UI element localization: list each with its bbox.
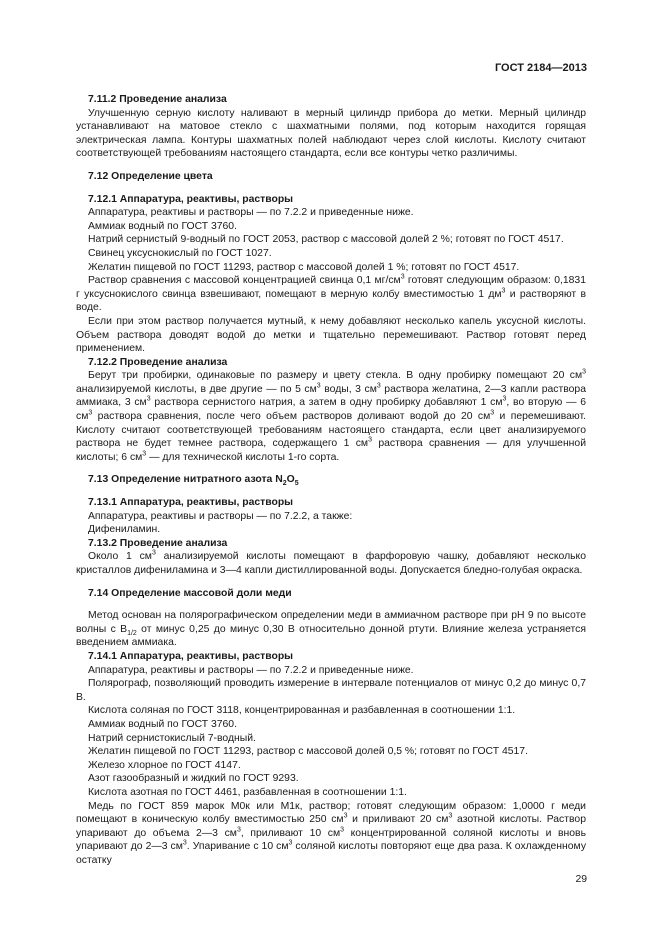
paragraph: Если при этом раствор получается мутный, к нему добавляют несколько капель уксусной кислоты. Объем раствора доводят водой до метки и тщательно перемешивают. Раствор готовят перед применением.	[76, 315, 586, 355]
list-item: Железо хлорное по ГОСТ 4147.	[88, 759, 241, 771]
text: раствора желатина, 2—3 капли раствора аммиака, 3 см	[76, 383, 586, 409]
superscript: 3	[182, 839, 187, 847]
section-heading-7-14: 7.14 Определение массовой доли меди	[88, 587, 292, 599]
section-heading-7-11-2: 7.11.2 Проведение анализа	[88, 94, 227, 105]
section-heading-7-13	[76, 473, 586, 487]
superscript: 3	[316, 382, 321, 390]
superscript: 3	[343, 812, 348, 820]
text: раствора сравнения, после чего объем растворов доливают водой до 20 см	[92, 411, 491, 423]
superscript: 3	[340, 826, 345, 834]
list-item: Желатин пищевой по ГОСТ 11293, раствор с массовой долей 1 %; готовят по ГОСТ 4517.	[88, 261, 520, 273]
superscript: 3	[146, 396, 151, 403]
text: и растворяют в воде.	[76, 288, 586, 314]
section-heading-7-13-1: 7.13.1 Аппаратура, реактивы, растворы	[88, 497, 294, 509]
paragraph: Улучшенную серную кислоту наливают в мерный цилиндр прибора до метки. Мерный цилиндр устанавливают на матовое стекло с шахматными полями, под которым находится горящая электрическая лампа. Контуры шахматных полей наблюдают через слой кислоты. Кислоту считают соответствующей требованиям настоящего стандарта, если все контуры четко различимы.	[76, 107, 586, 160]
paragraph	[76, 800, 586, 868]
text: анализируемой кислоты, в две другие — по 5 см	[76, 383, 317, 395]
paragraph	[76, 369, 586, 464]
list-item: Полярограф, позволяющий проводить измерение в интервале потенциалов от минус 0,2 до минус 0,7 В.	[76, 678, 586, 703]
text: воды, 3 см	[320, 383, 377, 395]
superscript: 3	[400, 273, 405, 281]
text: 7.13 Определение нитратного азота N	[88, 474, 283, 486]
section-heading-7-12-2: 7.12.2 Проведение анализа	[88, 356, 228, 368]
superscript: 3	[288, 839, 293, 847]
list-item: Желатин пищевой по ГОСТ 11293, раствор с массовой долей 0,5 %; готовят по ГОСТ 4517.	[88, 746, 528, 758]
text: готовят следующим образом: 0,1831 г уксуснокислого свинца взвешивают, помещают в мерную колбу вместимостью 1 дм	[76, 275, 586, 300]
list-item: Аппаратура, реактивы и растворы — по 7.2.2 и приведенные ниже.	[88, 207, 414, 219]
page-number: 29	[575, 874, 587, 885]
text: , приливают 10 см	[240, 827, 341, 839]
list-item: Натрий сернистокислый 7-водный.	[88, 732, 256, 744]
paragraph	[76, 550, 586, 577]
text: от минус 0,25 до минус 0,30 В относительно донной ртути. Влияние железа устраняется введением аммиака.	[76, 623, 586, 649]
text: и перемешивают. Кислоту считают соответствующей требованиям настоящего стандарта, если цвет анализируемого раствора не будет темнее раствора, содержащего 1 см	[76, 411, 586, 450]
superscript: 3	[142, 450, 147, 458]
superscript: 3	[490, 409, 495, 417]
list-item: Дифениламин.	[88, 524, 161, 536]
text: соляной кислоты повторяют еще два раза. К охлажденному остатку	[76, 841, 587, 866]
text: Берут три пробирки, одинаковые по размеру и цвету стекла. В одну пробирку помещают 20 см	[88, 370, 583, 382]
text: анализируемой кислоты помещают в фарфоровую чашку, добавляют несколько кристаллов дифениламина и 3—4 капли дистиллированной воды. Допускается бледно-голубая окраска.	[76, 551, 587, 576]
list-item: Кислота азотная по ГОСТ 4461, разбавленная в соотношении 1:1.	[88, 786, 407, 798]
document-body	[76, 93, 586, 867]
superscript: 3	[448, 812, 453, 820]
superscript: 3	[236, 826, 241, 834]
text: , во вторую — 6 см	[76, 397, 587, 423]
list-item: Кислота соляная по ГОСТ 3118, концентрированная и разбавленная в соотношении 1:1.	[88, 705, 516, 717]
text: Метод основан на полярографическом определении меди в аммиачном растворе при pH 9 по высоте волны с B	[76, 610, 586, 635]
superscript: 3	[151, 549, 156, 557]
list-item: Натрий сернистый 9-водный по ГОСТ 2053, раствор с массовой долей 2 %; готовят по ГОСТ 4517.	[88, 234, 564, 246]
section-heading-7-12-1: 7.12.1 Аппаратура, реактивы, растворы	[88, 193, 294, 205]
text: раствора сернистого натрия, а затем в одну пробирку добавляют 1 см	[150, 397, 503, 409]
text: Около 1 см	[88, 551, 152, 563]
superscript: 3	[88, 409, 93, 417]
text: и приливают 20 см	[347, 814, 449, 826]
list-item: Свинец уксуснокислый по ГОСТ 1027.	[88, 247, 272, 259]
superscript: 3	[582, 368, 586, 376]
text: концентрированной соляной кислоты и вновь упаривают до 2—3 см	[76, 827, 586, 853]
text: — для технической кислоты 1-го сорта.	[146, 451, 340, 463]
subscript: 1/2	[127, 629, 137, 637]
superscript: 3	[502, 396, 507, 403]
superscript: 3	[368, 436, 372, 444]
list-item: Аппаратура, реактивы и растворы — по 7.2.2 и приведенные ниже.	[88, 664, 414, 676]
section-heading-7-12: 7.12 Определение цвета	[88, 170, 213, 182]
document-id-header: ГОСТ 2184—2013	[494, 62, 587, 74]
list-item: Аммиак водный по ГОСТ 3760.	[88, 718, 237, 730]
section-heading-7-14-1: 7.14.1 Аппаратура, реактивы, растворы	[88, 650, 294, 662]
subscript: 2	[282, 480, 287, 488]
text: азотной кислоты. Раствор упаривают до объема 2—3 см	[76, 814, 586, 839]
list-item: Аммиак водный по ГОСТ 3760.	[88, 220, 237, 232]
text: Медь по ГОСТ 859 марок М0к или М1к, раствор; готовят следующим образом: 1,0000 г меди помещают в коническую колбу вместимостью 250 см	[76, 800, 586, 826]
text: раствора сравнения — для улучшенной кислоты; 6 см	[76, 438, 586, 463]
subscript: 5	[294, 480, 299, 488]
section-heading-7-13-2: 7.13.2 Проведение анализа	[88, 537, 228, 549]
paragraph	[76, 274, 586, 315]
text: . Упаривание с 10 см	[186, 841, 289, 853]
list-item: Азот газообразный и жидкий по ГОСТ 9293.	[88, 773, 299, 785]
text: Раствор сравнения с массовой концентрацией свинца 0,1 мг/см	[88, 275, 401, 287]
superscript: 3	[376, 382, 381, 390]
paragraph	[76, 609, 586, 650]
text: O	[286, 474, 295, 486]
superscript: 3	[501, 287, 506, 295]
list-item: Аппаратура, реактивы и растворы — по 7.2.2, а также:	[88, 510, 353, 522]
